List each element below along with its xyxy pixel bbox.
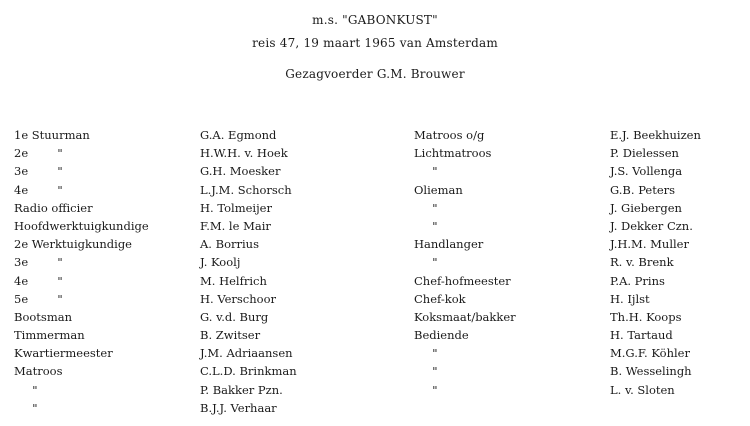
crew-name: R. v. Brenk	[610, 255, 674, 270]
crew-name: L.J.M. Schorsch	[200, 182, 292, 197]
crew-name: H. Verschoor	[200, 291, 276, 306]
crew-rank: "	[14, 382, 38, 397]
crew-name: H. Tolmeijer	[200, 200, 272, 215]
crew-rank: 4e "	[14, 182, 63, 197]
crew-rank: Bediende	[414, 328, 469, 343]
crew-rank: Chef-kok	[414, 291, 466, 306]
crew-name: B. Zwitser	[200, 328, 261, 343]
crew-name: G. v.d. Burg	[200, 309, 269, 324]
crew-name: B.J.J. Verhaar	[200, 400, 277, 415]
crew-name: J. Dekker Czn.	[610, 218, 693, 233]
crew-rank: Koksmaat/bakker	[414, 309, 516, 324]
crew-name: J. Giebergen	[610, 200, 682, 215]
right-names-column	[610, 126, 745, 399]
crew-rank: 5e "	[14, 291, 63, 306]
crew-rank: Matroos o/g	[414, 128, 485, 142]
crew-rank: "	[414, 200, 438, 215]
crew-rank: 4e "	[14, 273, 63, 288]
crew-rank: 1e Stuurman	[14, 128, 90, 142]
crew-name: J. Koolj	[200, 255, 241, 270]
crew-name: J.M. Adriaansen	[200, 346, 293, 361]
crew-name: H. Ijlst	[610, 291, 650, 306]
crew-rank: 2e Werktuigkundige	[14, 237, 132, 252]
crew-rank: "	[14, 400, 38, 415]
crew-name: G.B. Peters	[610, 182, 676, 197]
crew-name: P. Bakker Pzn.	[200, 382, 283, 397]
crew-name: Th.H. Koops	[610, 309, 682, 324]
crew-rank: 3e "	[14, 255, 63, 270]
voyage-line: reis 47, 19 maart 1965 van Amsterdam	[252, 36, 498, 50]
crew-rank: Olieman	[414, 182, 463, 197]
crew-name: L. v. Sloten	[610, 382, 675, 397]
crew-name: H. Tartaud	[610, 328, 673, 343]
captain-line: Gezagvoerder G.M. Brouwer	[285, 67, 465, 81]
crew-rank: "	[414, 255, 438, 270]
crew-rank: 2e "	[14, 146, 63, 161]
crew-name: P.A. Prins	[610, 273, 665, 288]
crew-rank: "	[414, 164, 438, 179]
crew-name: H.W.H. v. Hoek	[200, 146, 288, 161]
crew-name: E.J. Beekhuizen	[610, 128, 701, 142]
crew-rank: "	[414, 218, 438, 233]
crew-rank: Radio officier	[14, 200, 93, 215]
crew-rank: Hoofdwerktuigkundige	[14, 218, 149, 233]
crew-name: P. Dielessen	[610, 146, 679, 161]
crew-rank: Chef-hofmeester	[414, 273, 511, 288]
crew-rank: Timmerman	[14, 328, 85, 343]
crew-rank: 3e "	[14, 164, 63, 179]
crew-name: C.L.D. Brinkman	[200, 364, 297, 379]
crew-rank: Bootsman	[14, 309, 72, 324]
crew-name: G.A. Egmond	[200, 128, 277, 142]
ship-title: m.s. "GABONKUST"	[312, 13, 438, 27]
crew-name: A. Borrius	[200, 237, 259, 252]
crew-rank: Lichtmatroos	[414, 146, 492, 161]
crew-rank: Handlanger	[414, 237, 484, 252]
crew-rank: "	[414, 364, 438, 379]
crew-name: M. Helfrich	[200, 273, 267, 288]
crew-name: B. Wesselingh	[610, 364, 692, 379]
right-ranks-column	[414, 126, 594, 399]
left-names-column	[200, 126, 380, 417]
crew-rank: Kwartiermeester	[14, 346, 113, 361]
crew-name: F.M. le Mair	[200, 218, 271, 233]
crew-name: J.S. Vollenga	[610, 164, 683, 179]
crew-rank: Matroos	[14, 364, 63, 379]
crew-name: G.H. Moesker	[200, 164, 281, 179]
crew-rank: "	[414, 382, 438, 397]
crew-name: M.G.F. Köhler	[610, 346, 690, 361]
left-ranks-column	[14, 126, 194, 417]
crew-rank: "	[414, 346, 438, 361]
crew-name: J.H.M. Muller	[610, 237, 689, 252]
